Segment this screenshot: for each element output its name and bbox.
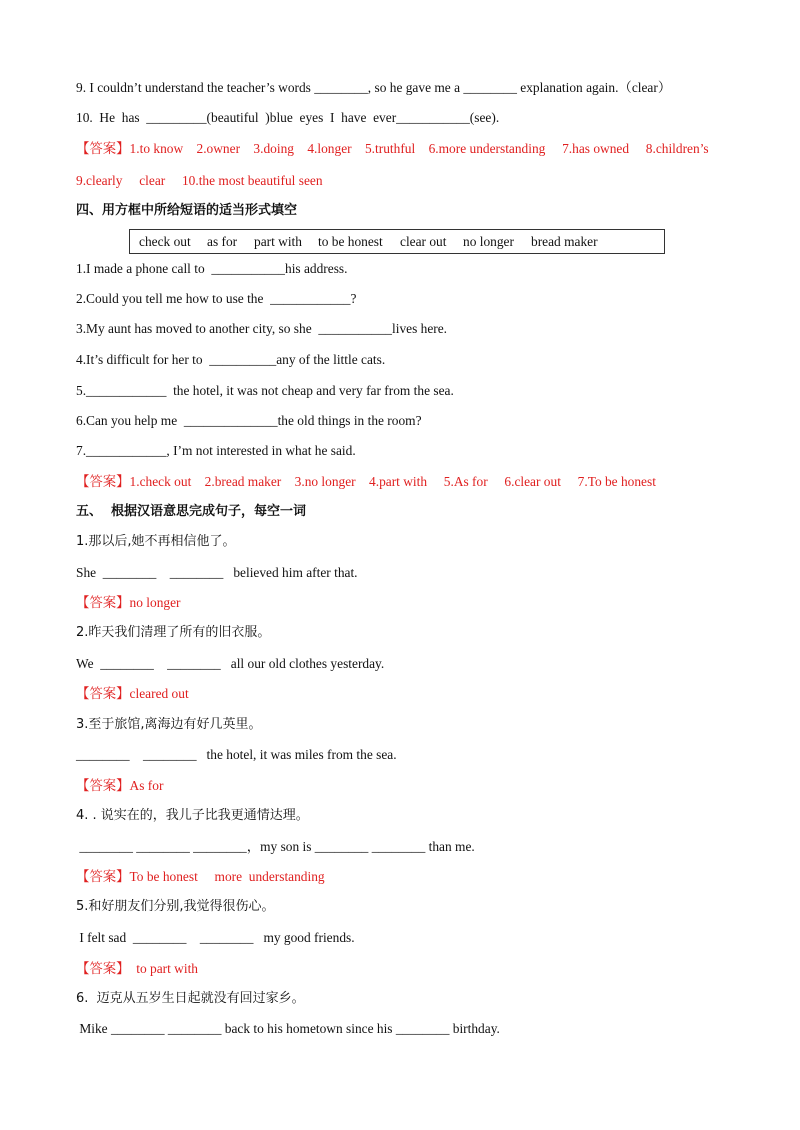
section-5-answer-5: 【答案】 to part with (76, 961, 198, 976)
question-9: 9. I couldn’t understand the teacher’s words ________, so he gave me a ________ explanation again.（clear） (76, 80, 672, 95)
section-5-answer-2: 【答案】cleared out (76, 686, 189, 701)
section-5-q4-english: ________ ________ ________，my son is ________ ________ than me. (76, 839, 475, 854)
phrase-item: bread maker (531, 234, 598, 249)
answer-key-section-3: 【答案】1.to know 2.owner 3.doing 4.longer 5.truthful 6.more understanding 7.has owned 8.children’s (76, 141, 709, 156)
phrase-item: no longer (463, 234, 514, 249)
section-5-q1-chinese: 1.那以后,她不再相信他了。 (76, 534, 236, 549)
section-5-q1-english: She ________ ________ believed him after that. (76, 565, 358, 580)
phrase-item: part with (254, 234, 302, 249)
section-4-question-2: 2.Could you tell me how to use the ____________? (76, 291, 357, 306)
section-5-q3-chinese: 3.至于旅馆,离海边有好几英里。 (76, 717, 262, 732)
section-5-q6-english: Mike ________ ________ back to his hometown since his ________ birthday. (76, 1021, 500, 1036)
section-5-q3-english: ________ ________ the hotel, it was miles from the sea. (76, 747, 397, 762)
section-5-answer-1: 【答案】no longer (76, 595, 181, 610)
section-5-title: 五、 根据汉语意思完成句子，每空一词 (76, 504, 307, 519)
answer-key-section-3-cont: 9.clearly clear 10.the most beautiful seen (76, 173, 323, 188)
section-5-q6-chinese: 6. 迈克从五岁生日起就没有回过家乡。 (76, 991, 305, 1006)
section-5-q5-english: I felt sad ________ ________ my good friends. (76, 930, 355, 945)
phrase-item: clear out (400, 234, 447, 249)
section-4-title: 四、用方框中所给短语的适当形式填空 (76, 203, 298, 218)
section-5-answer-3: 【答案】As for (76, 778, 164, 793)
section-5-q5-chinese: 5.和好朋友们分别,我觉得很伤心。 (76, 899, 275, 914)
section-4-question-4: 4.It’s difficult for her to __________any of the little cats. (76, 352, 386, 367)
section-5-q4-chinese: 4. . 说实在的，我儿子比我更通情达理。 (76, 808, 309, 823)
phrase-item: check out (139, 234, 191, 249)
section-4-question-3: 3.My aunt has moved to another city, so she ___________lives here. (76, 321, 448, 336)
phrase-box (129, 229, 665, 254)
section-4-question-5: 5.____________ the hotel, it was not cheap and very far from the sea. (76, 383, 454, 398)
phrase-item: to be honest (318, 234, 383, 249)
section-5-q2-english: We ________ ________ all our old clothes yesterday. (76, 656, 385, 671)
answer-key-section-4: 【答案】1.check out 2.bread maker 3.no longer 4.part with 5.As for 6.clear out 7.To be honest (76, 474, 656, 489)
section-4-question-1: 1.I made a phone call to ___________his address. (76, 261, 348, 276)
section-4-question-7: 7.____________, I’m not interested in what he said. (76, 443, 356, 458)
section-5-answer-4: 【答案】To be honest more understanding (76, 869, 325, 884)
phrase-item: as for (207, 234, 238, 249)
section-4-question-6: 6.Can you help me ______________the old things in the room? (76, 413, 422, 428)
section-5-q2-chinese: 2.昨天我们清理了所有的旧衣服。 (76, 625, 271, 640)
question-10: 10. He has _________(beautiful )blue eyes I have ever___________(see). (76, 110, 500, 125)
